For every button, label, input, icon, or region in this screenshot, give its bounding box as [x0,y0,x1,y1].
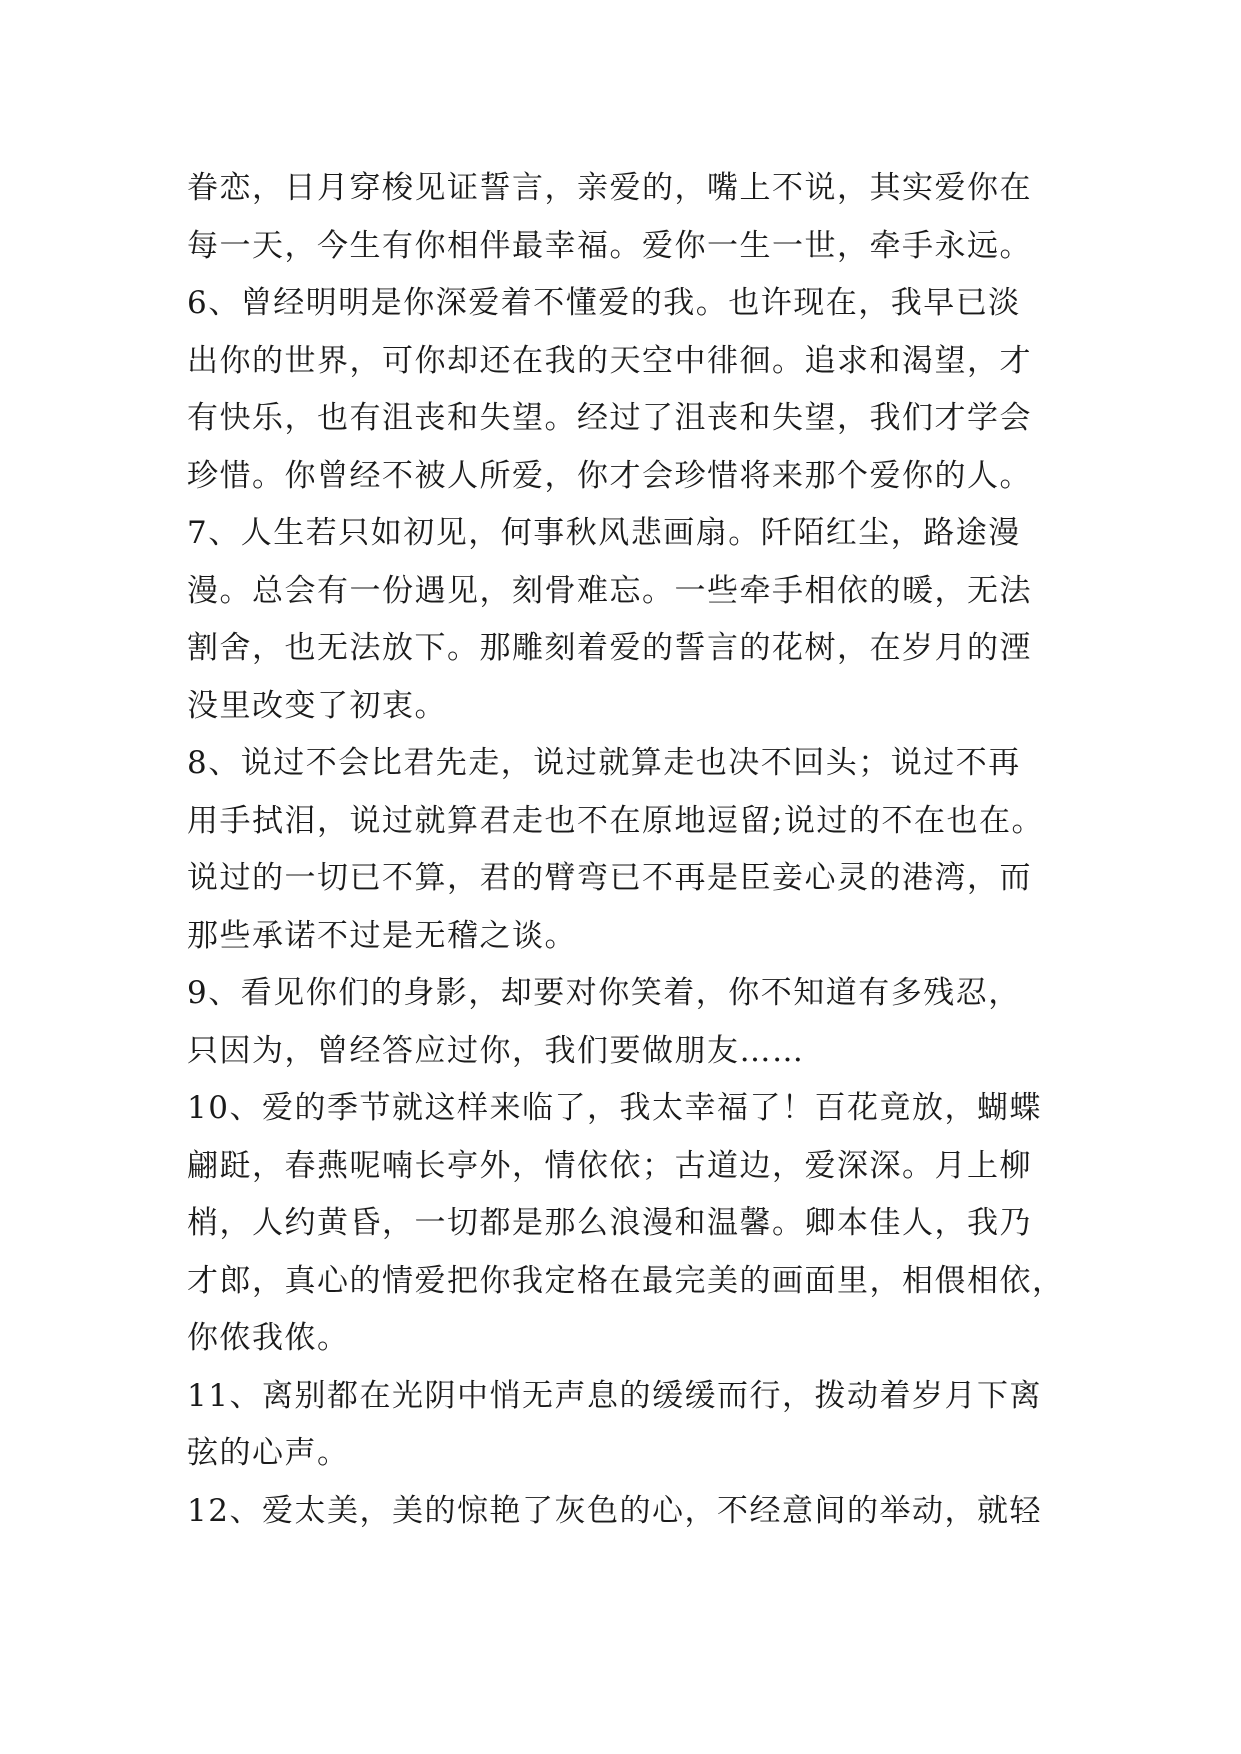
text-line: 才郎，真心的情爱把你我定格在最完美的画面里，相偎相依， [187,1262,1065,1299]
text-line: 割舍，也无法放下。那雕刻着爱的誓言的花树，在岁月的湮 [187,630,1032,666]
text-line: 10、爱的季节就这样来临了，我太幸福了！百花竟放，蝴蝶 [187,1090,1042,1126]
text-line: 出你的世界，可你却还在我的天空中徘徊。追求和渴望，才 [187,342,1032,379]
text-line: 只因为，曾经答应过你，我们要做朋友…… [187,1032,805,1069]
text-line: 8、说过不会比君先走，说过就算走也决不回头；说过不再 [187,745,1021,781]
text-line: 说过的一切已不算，君的臂弯已不再是臣妾心灵的港湾，而 [187,860,1032,896]
text-line: 漫。总会有一份遇见，刻骨难忘。一些牵手相依的暖，无法 [187,572,1032,609]
body-text [187,160,1067,1540]
text-line: 有快乐，也有沮丧和失望。经过了沮丧和失望，我们才学会 [187,400,1032,436]
text-line: 6、曾经明明是你深爱着不懂爱的我。也许现在，我早已淡 [187,285,1021,321]
text-line: 9、看见你们的身影，却要对你笑着，你不知道有多残忍， [187,975,1021,1011]
text-line: 没里改变了初衷。 [187,687,447,724]
text-line: 弦的心声。 [187,1435,350,1471]
text-line: 翩跹，春燕呢喃长亭外，情依依；古道边，爱深深。月上柳 [187,1147,1032,1184]
text-line: 每一天，今生有你相伴最幸福。爱你一生一世，牵手永远。 [187,227,1032,264]
text-line: 珍惜。你曾经不被人所爱，你才会珍惜将来那个爱你的人。 [187,457,1032,494]
text-line: 用手拭泪，说过就算君走也不在原地逗留;说过的不在也在。 [187,802,1044,839]
text-line: 眷恋，日月穿梭见证誓言，亲爱的，嘴上不说，其实爱你在 [187,170,1032,206]
text-line: 那些承诺不过是无稽之谈。 [187,917,577,954]
text-line: 11、离别都在光阴中悄无声息的缓缓而行，拨动着岁月下离 [187,1377,1042,1414]
text-line: 梢，人约黄昏，一切都是那么浪漫和温馨。卿本佳人，我乃 [187,1205,1032,1241]
text-line: 你侬我侬。 [187,1320,350,1356]
text-line: 12、爱太美，美的惊艳了灰色的心，不经意间的举动，就轻 [187,1492,1042,1529]
text-line: 7、人生若只如初见，何事秋风悲画扇。阡陌红尘，路途漫 [187,515,1021,551]
